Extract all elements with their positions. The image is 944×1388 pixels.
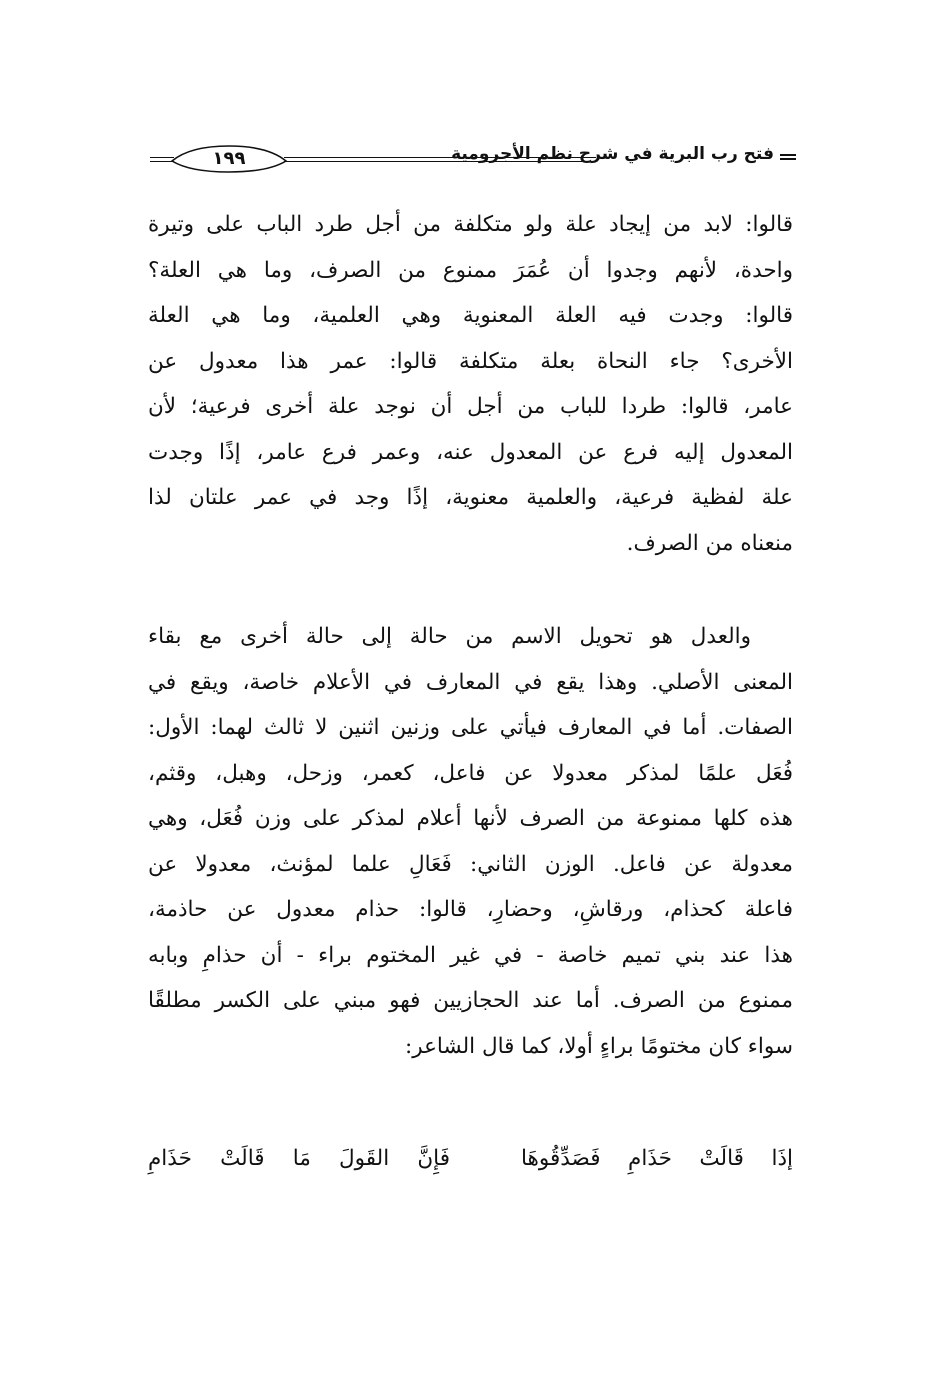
verse-first-hemistich: إذَا قَالَتْ حَذَامِ فَصَدِّقُوهَا <box>521 1146 793 1171</box>
text-line: واحدة، لأنهم وجدوا أن عُمَرَ ممنوع من الصرف، وما هي العلة؟ <box>148 257 793 283</box>
text-line: علة لفظية فرعية، والعلمية معنوية، إذًا وجد في عمر علتان لذا <box>148 485 793 510</box>
header-rule-left <box>150 157 174 162</box>
page-number-frame <box>170 144 288 174</box>
text-line: عامر، قالوا: طردا للباب من أجل أن نوجد علة أخرى فرعية؛ لأن <box>148 394 793 419</box>
verse-second-hemistich: فَإِنَّ القَولَ مَا قَالَتْ حَذَامِ <box>148 1146 450 1171</box>
page-number: ١٩٩ <box>212 148 246 169</box>
text-line: ممنوع من الصرف. أما عند الحجازيين فهو مبني على الكسر مطلقًا <box>148 988 793 1013</box>
text-line: فُعَل علمًا لمذكر معدولا عن فاعل، كعمر، وزحل، وهبل، وقثم، <box>148 760 793 786</box>
book-title: فتح رب البرية في شرح نظم الأجرومية <box>451 144 774 164</box>
text-line: قالوا: وجدت فيه العلة المعنوية وهي العلمية، وما هي العلة <box>148 303 793 328</box>
paragraph-1 <box>148 202 793 566</box>
running-header <box>150 142 796 178</box>
text-line: فاعلة كحذام، ورقاشِ، وحضارِ، قالوا: حذام معدول عن حاذمة، <box>148 897 793 922</box>
text-line: منعناه من الصرف. <box>626 530 793 556</box>
text-line: المعنى الأصلي. وهذا يقع في المعارف في الأعلام خاصة، ويقع في <box>148 669 793 695</box>
text-line: قالوا: لابد من إيجاد علة ولو متكلفة من أجل طرد الباب على وتيرة <box>148 212 793 237</box>
text-line: معدولة عن فاعل. الوزن الثاني: فَعَالِ علما لمؤنث، معدولا عن <box>148 851 793 877</box>
text-line: الأخرى؟ جاء النحاة بعلة متكلفة قالوا: عمر هذا معدول عن <box>148 348 793 374</box>
header-rule <box>284 157 596 162</box>
poetry-verse <box>148 1146 793 1192</box>
header-dash-ornament <box>780 154 796 160</box>
text-line: سواء كان مختومًا براءٍ أولا، كما قال الشاعر: <box>404 1033 793 1059</box>
text-line: والعدل هو تحويل الاسم من حالة إلى حالة أخرى مع بقاء <box>148 624 751 649</box>
text-line: هذا عند بني تميم خاصة - في غير المختوم براء - أن حذامِ وبابه <box>148 942 793 968</box>
text-line: هذه كلها ممنوعة من الصرف لأنها أعلام لمذكر على وزن فُعَل، وهي <box>148 806 793 831</box>
paragraph-2 <box>148 614 793 1069</box>
text-line: المعدول إليه فرع عن المعدول عنه، وعمر فرع عامر، إذًا وجدت <box>148 439 793 465</box>
text-line: الصفات. أما في المعارف فيأتي على وزنين اثنين لا ثالث لهما: الأول: <box>148 715 793 740</box>
